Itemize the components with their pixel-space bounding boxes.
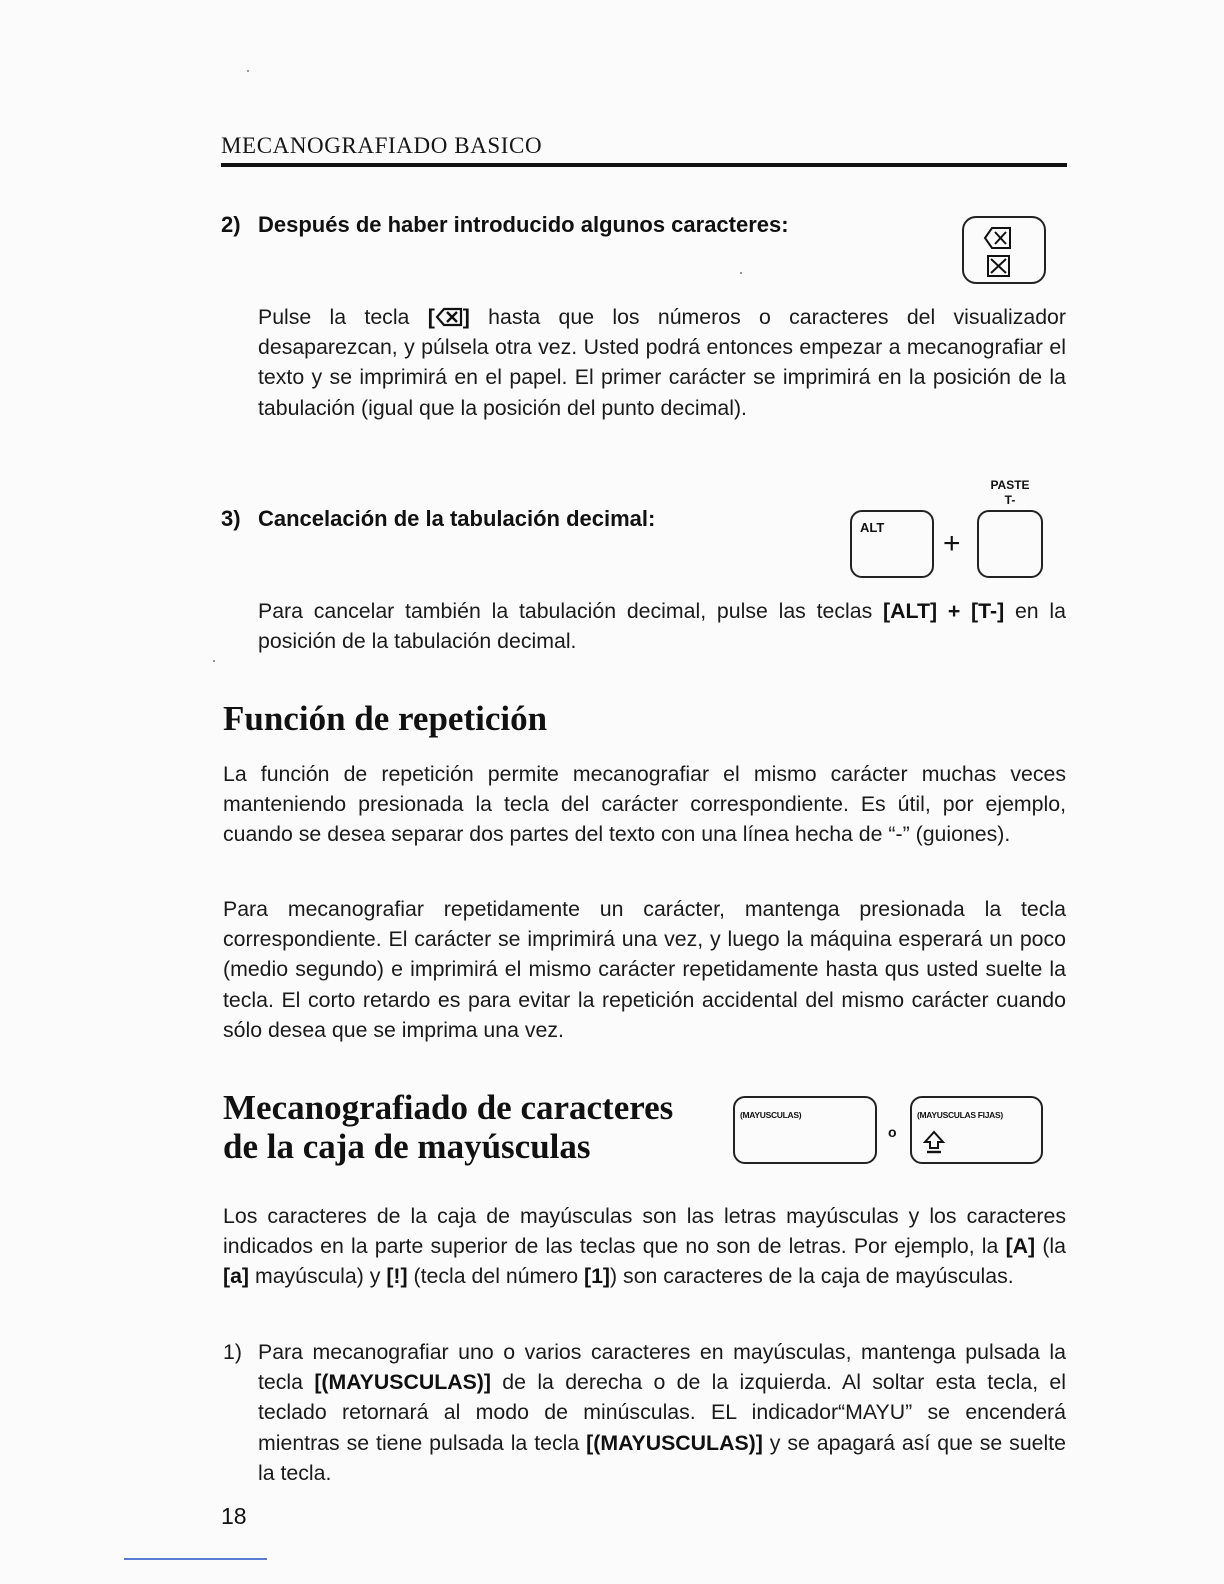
item-3-text-rest: en la posición de la tabulación decimal.: [258, 599, 1067, 654]
item-2-number: 2): [221, 212, 241, 237]
uppercase-para-1: [223, 1201, 1066, 1292]
shift-lock-key-illustration: [910, 1096, 1043, 1164]
shift-lock-arrow-icon: [922, 1130, 946, 1154]
item-3-heading-text: Cancelación de la tabulación decimal:: [258, 506, 656, 531]
uppercase-section-title-line-1: Mecanografiado de caracteres: [223, 1088, 674, 1127]
delete-key-icon: [982, 224, 1012, 280]
item-2-heading-text: Después de haber introducido algunos caracteres:: [258, 212, 789, 237]
scan-speck: [740, 272, 742, 274]
page-number: 18: [221, 1503, 247, 1529]
key-ref-shift: [(MAYUSCULAS)]: [314, 1370, 491, 1395]
key-ref-exclamation: [!]: [386, 1264, 408, 1289]
key-ref-a-lower: [a]: [223, 1264, 250, 1289]
item-2-text-rest: hasta que los números o caracteres del visualizador desaparezcan, y púlsela otra vez. Usted podrá entonces empezar a mecanografiar el texto y se imprimirá en el papel. El primer carácter se imprimirá en la posición de la tabulación (igual que la posición del punto decimal).: [258, 305, 1066, 420]
uppercase-para-1-text: (la: [1035, 1234, 1067, 1259]
repeat-para-1: La función de repetición permite mecanografiar el mismo carácter muchas veces manteniendo presionada la tecla del carácter correspondiente. Es útil, por ejemplo, cuando se desea separar dos partes del texto con una línea hecha de “-” (guiones).: [223, 762, 1066, 847]
header-rule: [221, 163, 1067, 167]
running-header: MECANOGRAFIADO BASICO: [221, 133, 543, 158]
alt-key-label: ALT: [860, 520, 885, 535]
shift-key-label: (MAYUSCULAS): [740, 1110, 802, 1120]
uppercase-section-title-line-2: de la caja de mayúsculas: [223, 1127, 591, 1166]
repeat-para-2: Para mecanografiar repetidamente un carácter, mantenga presionada la tecla correspondiente. El carácter se imprimirá una vez, y luego la máquina esperará un poco (medio segundo) e imprimirá el mismo carácter repetidamente hasta qus usted suelte la tecla. El corto retardo es para evitar la repetición accidental del mismo carácter cuando sólo desea que se imprima una vez.: [223, 897, 1066, 1042]
uppercase-para-1-text: mayúscula) y: [249, 1264, 387, 1289]
item-2-text: Pulse la tecla: [258, 305, 428, 329]
or-text: o: [888, 1124, 897, 1140]
uppercase-item-1-body: [258, 1337, 1066, 1488]
key-ref-shift: [(MAYUSCULAS)]: [586, 1430, 763, 1455]
uppercase-item-1-text: Para mecanografiar uno o varios caracteres en mayúsculas, mantenga pulsada la tecla: [258, 1340, 1066, 1395]
uppercase-item-1-text: y se apagará así que se suelte la tecla.: [258, 1430, 1066, 1485]
alt-key-illustration: [850, 510, 934, 578]
item-3-heading: [221, 506, 655, 532]
footer-underline: [124, 1558, 267, 1560]
item-2-heading: [221, 212, 789, 238]
uppercase-item-1-number: 1): [223, 1340, 242, 1364]
key-ref-one: [1]: [584, 1264, 611, 1289]
shift-lock-key-label: (MAYUSCULAS FIJAS): [917, 1110, 1003, 1120]
item-3-text: Para cancelar también la tabulación decimal, pulse las teclas: [258, 599, 884, 623]
shift-key-illustration: [733, 1096, 877, 1164]
plus-sign: +: [943, 527, 961, 560]
delete-key-inline-icon: [435, 307, 463, 327]
scan-speck: [213, 660, 215, 662]
uppercase-para-1-text: ) son caracteres de la caja de mayúsculas.: [610, 1264, 1014, 1289]
item-2-body: [258, 302, 1066, 423]
item-3-body: [258, 596, 1066, 656]
t-minus-key-illustration: [977, 510, 1043, 578]
repeat-section-title: Función de repetición: [223, 699, 548, 738]
item-2-key-ref: [ ]: [427, 305, 470, 329]
paste-label: PASTE: [990, 478, 1030, 492]
t-minus-label: T-: [1004, 493, 1016, 507]
uppercase-para-1-text: (tecla del número: [407, 1264, 584, 1289]
uppercase-item-1-text: de la derecha o de la izquierda. Al soltar esta tecla, el teclado retornará al modo de minúsculas. EL indicador“MAYU” se encenderá mientras se tiene pulsada la tecla: [258, 1370, 1066, 1455]
delete-key-illustration: [962, 216, 1046, 284]
key-ref-a-upper: [A]: [1005, 1234, 1036, 1259]
item-3-number: 3): [221, 506, 241, 531]
item-3-key-ref: [ALT] + [T-]: [883, 599, 1005, 623]
uppercase-para-1-text: Los caracteres de la caja de mayúsculas son las letras mayúsculas y los caracteres indicados en la parte superior de las teclas que no son de letras. Por ejemplo, la: [223, 1204, 1066, 1259]
scan-speck: [247, 70, 249, 72]
